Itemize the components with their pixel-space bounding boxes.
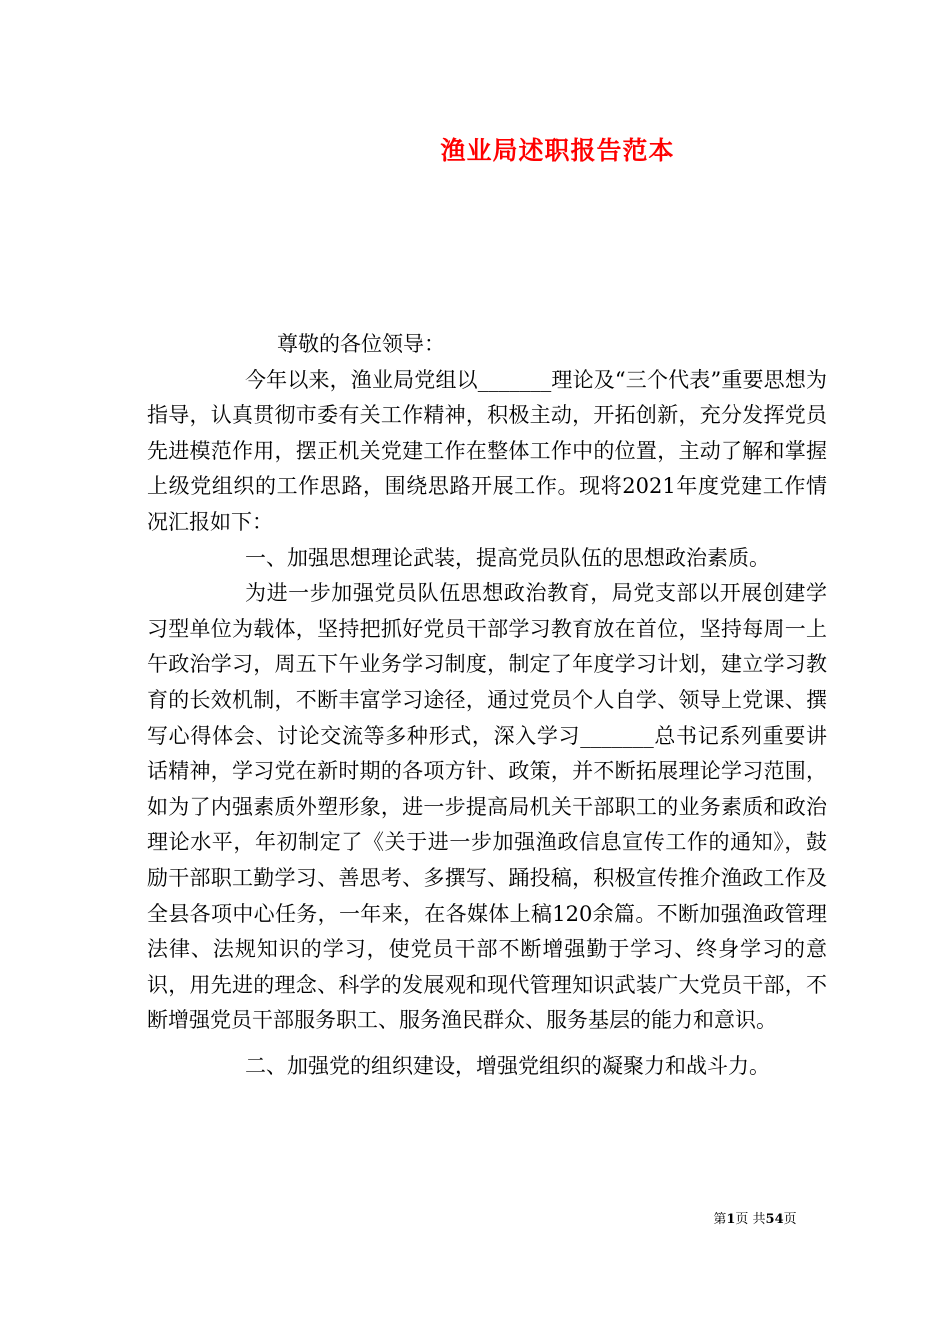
- footer-suffix: 页: [783, 1212, 797, 1227]
- footer-total-pages: 54: [765, 1212, 784, 1227]
- section-heading-1: 一、加强思想理论武装，提高党员队伍的思想政治素质。: [245, 545, 770, 570]
- page-title: 渔业局述职报告范本: [440, 136, 675, 165]
- page-footer: [0, 1208, 950, 1227]
- document-body: [147, 327, 827, 1084]
- footer-page-number: 1: [726, 1212, 736, 1227]
- paragraph-intro: 今年以来，渔业局党组以_______理论及“三个代表”重要思想为指导，认真贯彻市委有关工作精神，积极主动，开拓创新，充分发挥党员先进模范作用，摆正机关党建工作在整体工作中的位置，主动了解和掌握上级党组织的工作思路，围绕思路开展工作。现将2021年度党建工作情况汇报如下：: [147, 367, 827, 534]
- footer-prefix: 第: [713, 1212, 727, 1227]
- section-heading-2: 二、加强党的组织建设，增强党组织的凝聚力和战斗力。: [245, 1053, 770, 1078]
- paragraph-section-1: 为进一步加强党员队伍思想政治教育，局党支部以开展创建学习型单位为载体，坚持把抓好党员干部学习教育放在首位，坚持每周一上午政治学习，周五下午业务学习制度，制定了年度学习计划，建立学习教育的长效机制，不断丰富学习途径，通过党员个人自学、领导上党课、撰写心得体会、讨论交流等多种形式，深入学习_______总书记系列重要讲话精神，学习党在新时期的各项方针、政策，并不断拓展理论学习范围，如为了内强素质外塑形象，进一步提高局机关干部职工的业务素质和政治理论水平，年初制定了《关于进一步加强渔政信息宣传工作的通知》，鼓励干部职工勤学习、善思考、多撰写、踊投稿，积极宣传推介渔政工作及全县各项中心任务，一年来，在各媒体上稿120余篇。不断加强渔政管理法律、法规知识的学习，使党员干部不断增强勤于学习、终身学习的意识，用先进的理念、科学的发展观和现代管理知识武装广大党员干部，不断增强党员干部服务职工、服务渔民群众、服务基层的能力和意识。: [147, 581, 827, 1033]
- salutation: 尊敬的各位领导：: [277, 332, 445, 356]
- footer-middle: 页 共: [735, 1212, 766, 1227]
